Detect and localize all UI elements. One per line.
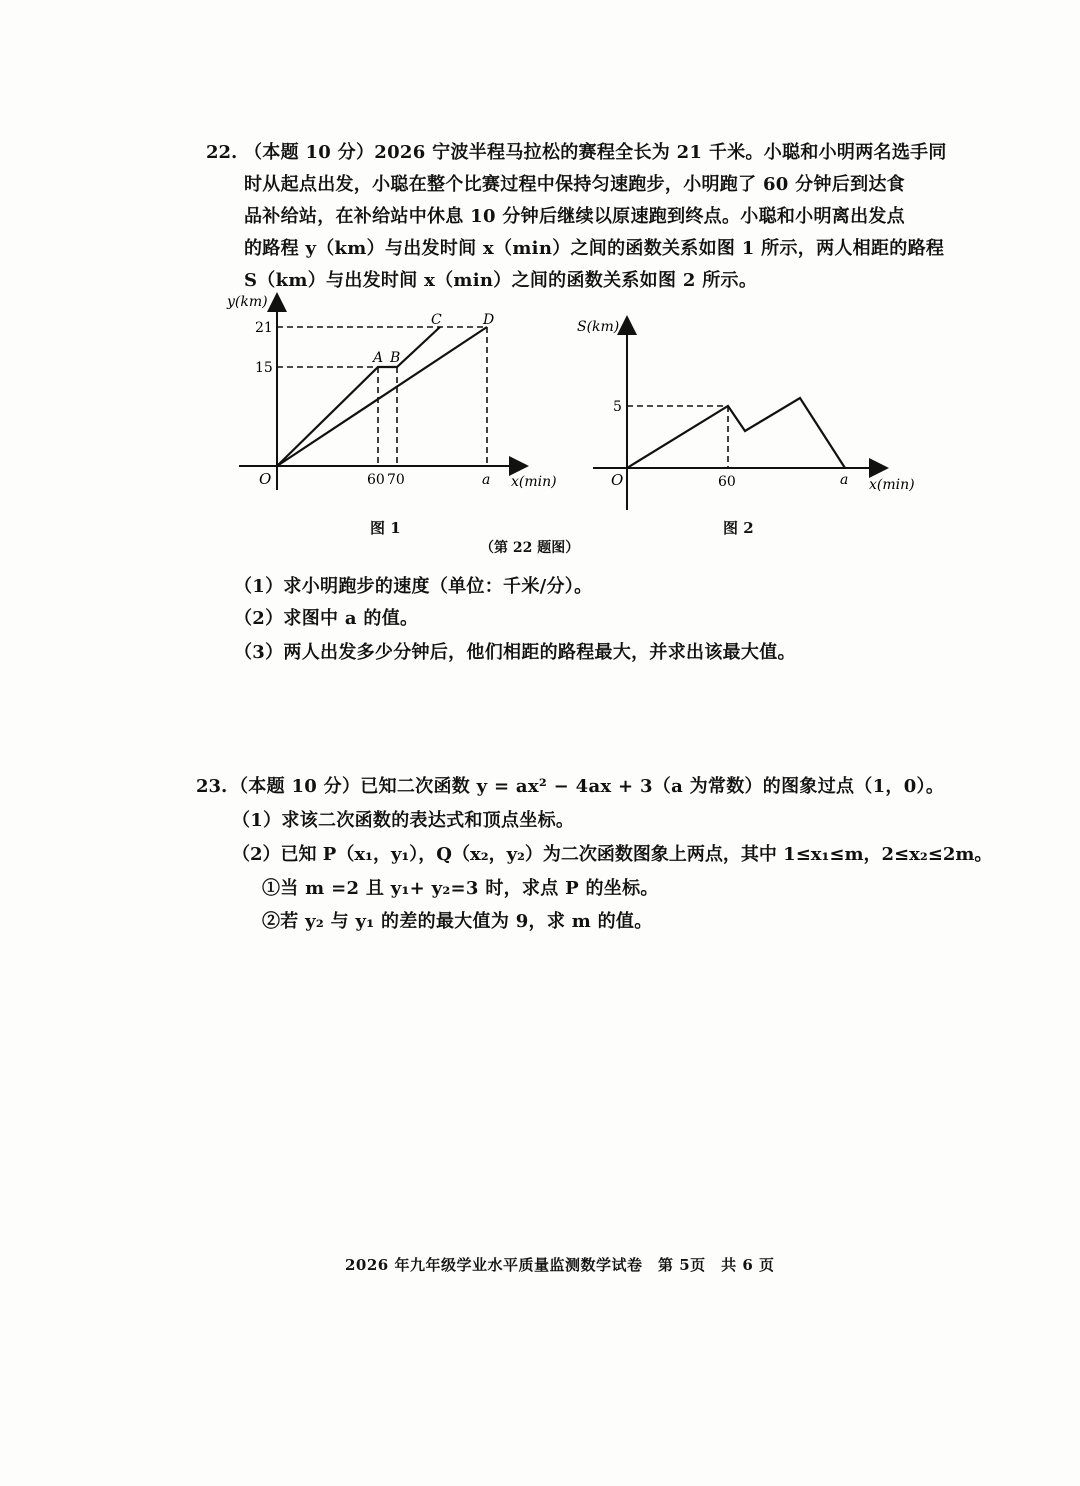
q22-line-2: 时从起点出发，小聪在整个比赛过程中保持匀速跑步，小明跑了 60 分钟后到达食 <box>244 174 905 195</box>
fig1-tick-15: 15 <box>255 360 273 376</box>
fig1-point-B: B <box>390 350 401 366</box>
fig1-x-label: x(min) <box>511 474 557 490</box>
figure-caption: （第 22 题图） <box>480 540 580 556</box>
q22-sub-2: （2）求图中 a 的值。 <box>234 608 419 629</box>
fig1-caption: 图 1 <box>370 519 401 537</box>
q22-sub-1: （1）求小明跑步的速度（单位：千米/分）。 <box>234 576 593 597</box>
q22-sub-3: （3）两人出发多少分钟后，他们相距的路程最大，并求出该最大值。 <box>234 642 796 663</box>
q22-number: 22. <box>206 142 238 163</box>
fig1-tick-21: 21 <box>255 320 273 336</box>
fig2-tick-5: 5 <box>613 399 622 415</box>
q22-line-1: （本题 10 分）2026 宁波半程马拉松的赛程全长为 21 千米。小聪和小明两名选手同 <box>244 142 947 163</box>
q22-line-3: 品补给站，在补给站中休息 10 分钟后继续以原速跑到终点。小聪和小明离出发点 <box>244 206 905 227</box>
q23-stem: （本题 10 分）已知二次函数 y = ax² − 4ax + 3（a 为常数）的图象过点（1，0）。 <box>230 776 945 797</box>
fig1-y-label: y(km) <box>227 294 268 310</box>
q23-sub-1: （1）求该二次函数的表达式和顶点坐标。 <box>232 810 575 831</box>
fig1-origin: O <box>259 470 272 488</box>
fig2-x-label: x(min) <box>869 477 915 493</box>
fig2-origin: O <box>611 471 624 489</box>
q23-sub-2-1: ①当 m =2 且 y₁+ y₂=3 时，求点 P 的坐标。 <box>262 878 659 899</box>
fig1-line-xiaoming <box>277 327 440 466</box>
q23-sub-2-2: ②若 y₂ 与 y₁ 的差的最大值为 9，求 m 的值。 <box>262 911 653 932</box>
fig1-point-D: D <box>483 312 495 328</box>
q22-line-5: S（km）与出发时间 x（min）之间的函数关系如图 2 所示。 <box>244 270 758 291</box>
fig2-caption: 图 2 <box>723 519 754 537</box>
q23-number: 23. <box>196 776 228 797</box>
fig2-tick-60: 60 <box>718 474 736 490</box>
figure-1 <box>225 290 565 520</box>
fig1-tick-60: 60 <box>367 472 385 488</box>
fig1-tick-70: 70 <box>387 472 405 488</box>
q23-sub-2: （2）已知 P（x₁，y₁），Q（x₂，y₂）为二次函数图象上两点，其中 1≤x₁≤m，2≤x₂≤2m。 <box>232 844 993 865</box>
fig2-line-s <box>627 398 845 468</box>
page-footer: 2026 年九年级学业水平质量监测数学试卷 第 5页 共 6 页 <box>345 1256 775 1274</box>
figure-2 <box>575 305 925 535</box>
fig1-point-A: A <box>373 350 384 366</box>
fig2-y-label: S(km) <box>577 319 620 335</box>
fig1-point-C: C <box>431 312 442 328</box>
fig1-tick-a: a <box>482 472 491 488</box>
fig2-tick-a: a <box>840 472 849 488</box>
q22-line-4: 的路程 y（km）与出发时间 x（min）之间的函数关系如图 1 所示，两人相距的路程 <box>244 238 945 259</box>
fig1-line-xiaocong <box>277 327 487 466</box>
